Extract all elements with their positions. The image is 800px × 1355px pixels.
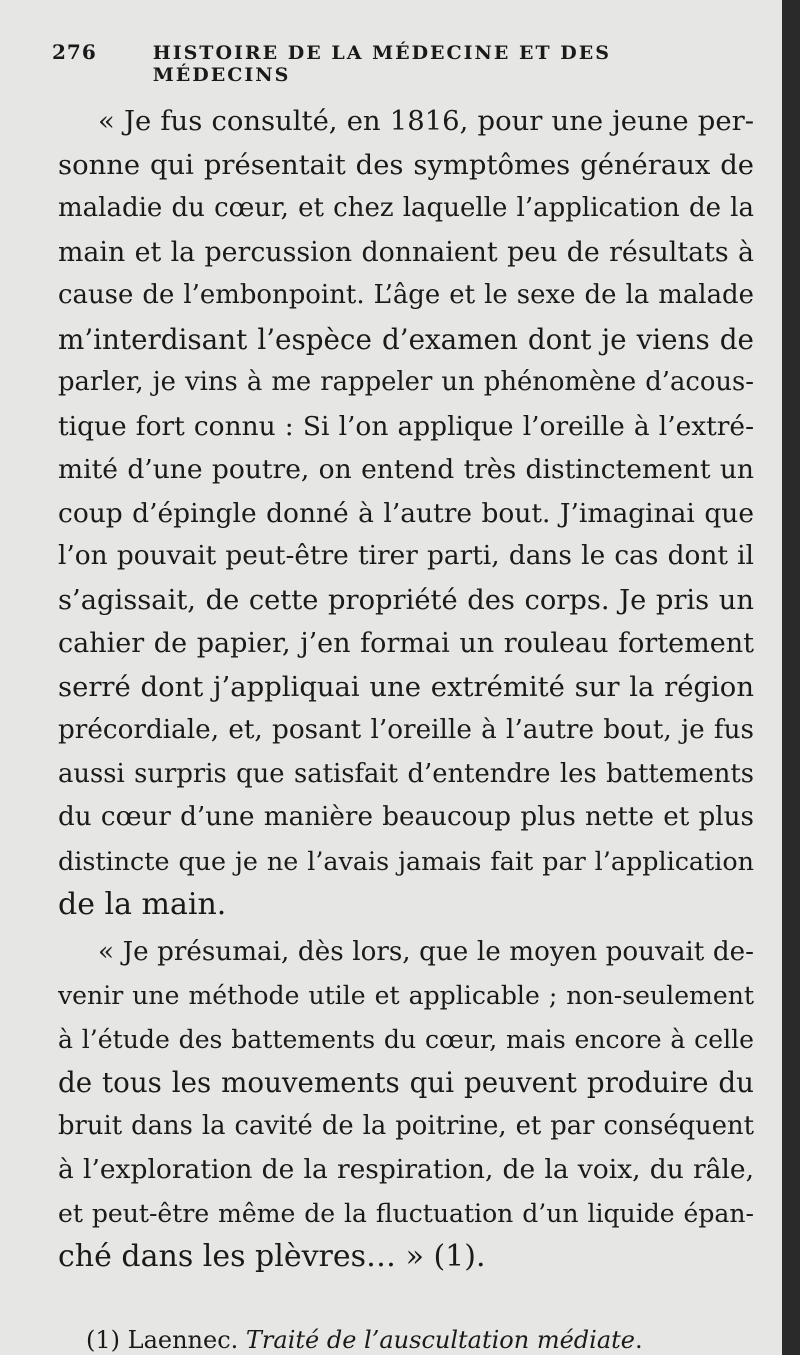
running-title: HISTOIRE DE LA MÉDECINE ET DES MÉDECINS (152, 42, 611, 86)
footnote-marker: (1) (86, 1325, 120, 1354)
text-line: distincte que je ne l’avais jamais fait par l’application (58, 845, 754, 876)
text-line: sonne qui présentait des symptômes généraux de (58, 149, 754, 181)
text-line: coup d’épingle donné à l’autre bout. J’imaginai que (58, 497, 754, 529)
text-line: m’interdisant l’espèce d’examen dont je viens de (58, 322, 754, 356)
text-line: bruit dans la cavité de la poitrine, et par conséquent (58, 1110, 754, 1141)
text-line: serré dont j’appliquai une extrémité sur la région (58, 671, 754, 703)
body-text (58, 100, 754, 1279)
text-line: de la main. (58, 887, 227, 922)
text-line: parler, je vins à me rappeler un phénomène d’acous- (58, 367, 754, 397)
running-header (52, 40, 754, 86)
footnote-end: . (634, 1325, 643, 1354)
paragraph (58, 931, 754, 1279)
text-line: et peut-être même de la fluctuation d’un liquide épan- (58, 1198, 754, 1228)
text-line: venir une méthode utile et applicable ; non-seulement (58, 981, 754, 1010)
text-line: ché dans les plèvres… » (1). (58, 1239, 486, 1274)
paragraph (58, 100, 754, 927)
text-line: « Je fus consulté, en 1816, pour une jeune per- (98, 106, 754, 137)
footnote-title: Traité de l’auscultation médiate (245, 1325, 635, 1354)
paragraphs (58, 100, 754, 1279)
text-line: mité d’une poutre, on entend très distinctement un (58, 454, 754, 485)
text-line: cause de l’embonpoint. L’âge et le sexe de la malade (58, 280, 754, 310)
page-number: 276 (52, 40, 97, 64)
text-line: « Je présumai, dès lors, que le moyen pouvait de- (98, 936, 754, 967)
text-line: l’on pouvait peut-être tirer parti, dans le cas dont il (58, 541, 754, 571)
text-line: de tous les mouvements qui peuvent produire du (58, 1066, 754, 1099)
footnote-author: Laennec. (127, 1325, 239, 1354)
text-line: maladie du cœur, et chez laquelle l’application de la (58, 193, 754, 223)
text-line: précordiale, et, posant l’oreille à l’autre bout, je fus (58, 715, 754, 745)
text-line: du cœur d’une manière beaucoup plus nette et plus (58, 802, 754, 832)
text-line: aussi surpris que satisfait d’entendre les battements (58, 758, 754, 789)
text-line: main et la percussion donnaient peu de résultats à (58, 236, 754, 268)
text-line: à l’exploration de la respiration, de la voix, du râle, (58, 1154, 754, 1185)
footnote (58, 1325, 754, 1355)
text-line: s’agissait, de cette propriété des corps. Je pris un (58, 584, 754, 616)
text-line: tique fort connu : Si l’on applique l’oreille à l’extré- (58, 410, 754, 442)
text-line: à l’étude des battements du cœur, mais encore à celle (58, 1024, 754, 1054)
text-line: cahier de papier, j’en formai un rouleau fortement (58, 628, 754, 659)
